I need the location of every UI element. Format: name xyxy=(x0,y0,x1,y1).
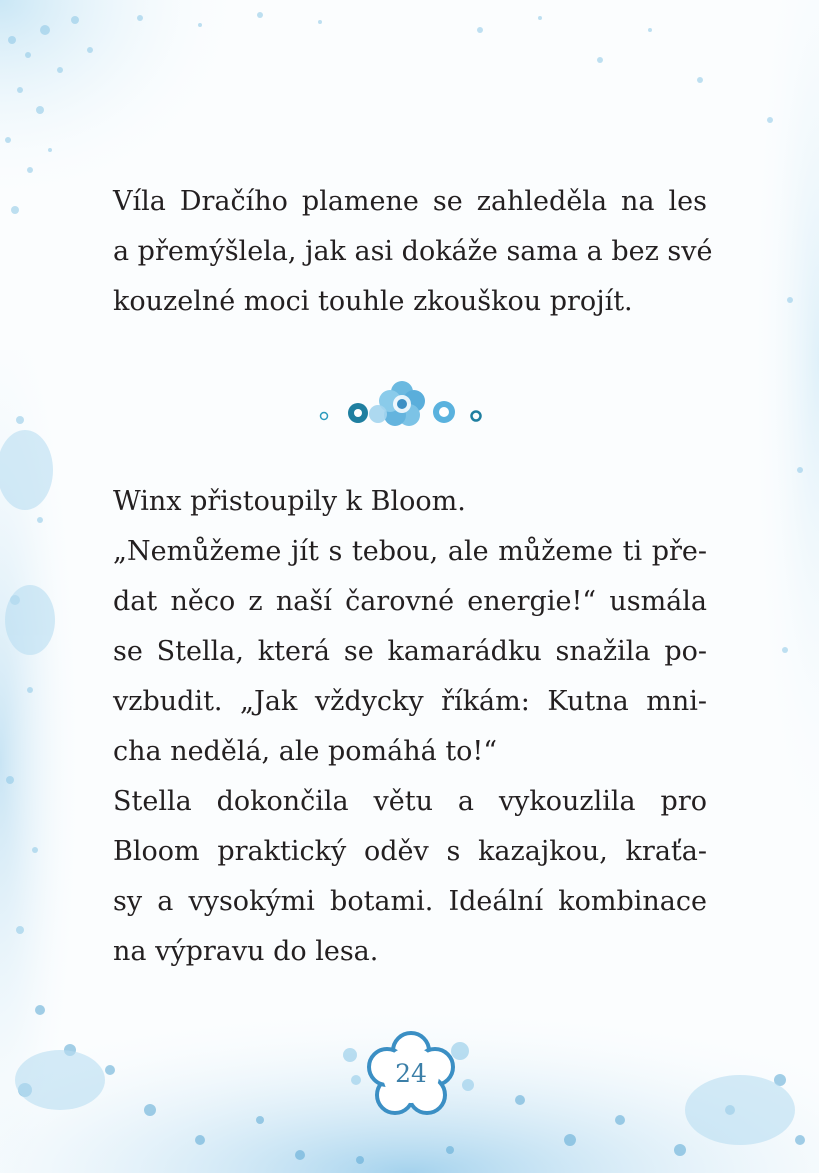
text-line: vzbudit. „Jak vždycky říkám: Kutna mni- xyxy=(113,686,707,717)
page-number-badge xyxy=(336,1025,486,1120)
text-line: kouzelné moci touhle zkouškou projít. xyxy=(113,286,633,317)
text-line: cha nedělá, ale pomáhá to!“ xyxy=(113,736,498,767)
text-line: a přemýšlela, jak asi dokáže sama a bez své xyxy=(113,236,713,267)
paragraph-2 xyxy=(113,477,707,977)
paragraph-1 xyxy=(113,177,713,327)
flower-ornament-icon xyxy=(318,378,488,434)
text-line: Víla Dračího plamene se zahleděla na les xyxy=(113,186,707,217)
text-line: Bloom praktický oděv s kazajkou, kraťa- xyxy=(113,836,707,867)
text-line: sy a vysokými botami. Ideální kombinace xyxy=(113,886,707,917)
text-line: Stella dokončila větu a vykouzlila pro xyxy=(113,786,707,817)
text-line: „Nemůžeme jít s tebou, ale můžeme ti pře- xyxy=(113,536,707,567)
text-line: na výpravu do lesa. xyxy=(113,936,379,967)
text-line: dat něco z naší čarovné energie!“ usmála xyxy=(113,586,707,617)
text-line: Winx přistoupily k Bloom. xyxy=(113,486,466,517)
page-number: 24 xyxy=(395,1059,427,1088)
text-line: se Stella, která se kamarádku snažila po- xyxy=(113,636,707,667)
